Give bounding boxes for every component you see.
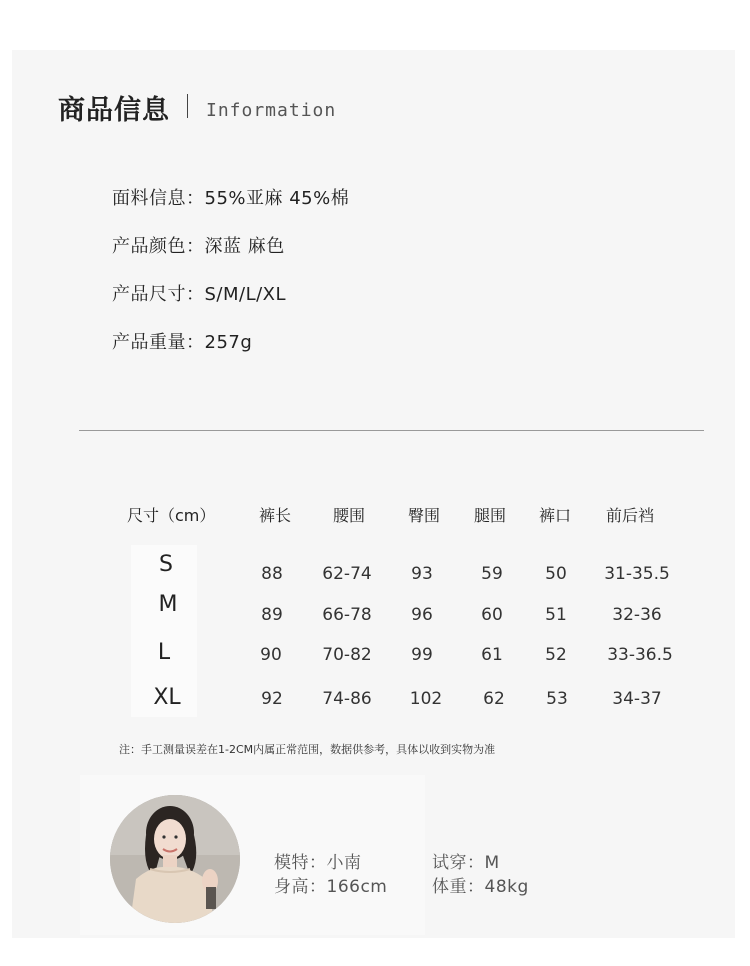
size-label-m: M — [158, 592, 178, 617]
table-header-length: 裤长 — [258, 506, 292, 525]
model-height: 身高：166cm — [274, 877, 388, 897]
size-label-xl: XL — [153, 685, 181, 710]
info-size-label: 产品尺寸： — [112, 284, 205, 305]
table-cell: 33-36.5 — [607, 645, 673, 665]
table-cell: 90 — [260, 645, 282, 665]
size-label-s: S — [159, 552, 173, 577]
table-cell: 96 — [411, 605, 433, 625]
table-header-waist: 腰围 — [332, 506, 366, 525]
table-cell: 92 — [261, 689, 283, 709]
measurement-note: 注：手工测量误差在1-2CM内属正常范围，数据供参考，具体以收到实物为准 — [119, 743, 496, 756]
section-title: 商品信息 — [58, 95, 170, 126]
model-photo-illustration — [110, 795, 240, 923]
table-cell: 50 — [545, 564, 567, 584]
info-fabric-value: 55%亚麻 45%棉 — [204, 188, 350, 209]
table-cell: 34-37 — [612, 689, 662, 709]
table-cell: 62-74 — [322, 564, 372, 584]
table-cell: 52 — [545, 645, 567, 665]
model-weight: 体重：48kg — [432, 877, 529, 897]
model-name: 模特：小南 — [274, 853, 362, 873]
info-color — [112, 232, 285, 258]
table-cell: 61 — [481, 645, 503, 665]
info-color-label: 产品颜色： — [112, 236, 205, 257]
table-header-hip: 臀围 — [407, 506, 441, 525]
table-cell: 62 — [483, 689, 505, 709]
table-header-size: 尺寸（cm） — [127, 506, 216, 525]
table-cell: 31-35.5 — [604, 564, 670, 584]
table-cell: 66-78 — [322, 605, 372, 625]
table-cell: 89 — [261, 605, 283, 625]
table-cell: 74-86 — [322, 689, 372, 709]
model-avatar — [110, 795, 240, 923]
info-weight-label: 产品重量： — [112, 332, 205, 353]
table-header-rise: 前后裆 — [605, 506, 655, 525]
table-cell: 51 — [545, 605, 567, 625]
table-header-thigh: 腿围 — [473, 506, 507, 525]
info-color-value: 深蓝 麻色 — [204, 236, 285, 257]
info-weight-value: 257g — [204, 332, 253, 353]
table-cell: 70-82 — [322, 645, 372, 665]
info-fabric — [112, 184, 349, 210]
table-cell: 32-36 — [612, 605, 662, 625]
model-trial-size: 试穿：M — [432, 853, 500, 873]
table-cell: 53 — [546, 689, 568, 709]
info-size — [112, 280, 286, 306]
info-weight — [112, 328, 252, 354]
size-label-l: L — [157, 640, 171, 665]
table-cell: 59 — [481, 564, 503, 584]
section-divider — [79, 430, 704, 431]
table-cell: 102 — [409, 689, 443, 709]
table-cell: 93 — [411, 564, 433, 584]
info-fabric-label: 面料信息： — [112, 188, 205, 209]
section-subtitle: Information — [206, 100, 337, 121]
info-size-value: S/M/L/XL — [204, 284, 287, 305]
table-cell: 60 — [481, 605, 503, 625]
title-separator — [187, 94, 188, 118]
table-cell: 88 — [261, 564, 283, 584]
table-header-hem: 裤口 — [538, 506, 572, 525]
table-cell: 99 — [411, 645, 433, 665]
